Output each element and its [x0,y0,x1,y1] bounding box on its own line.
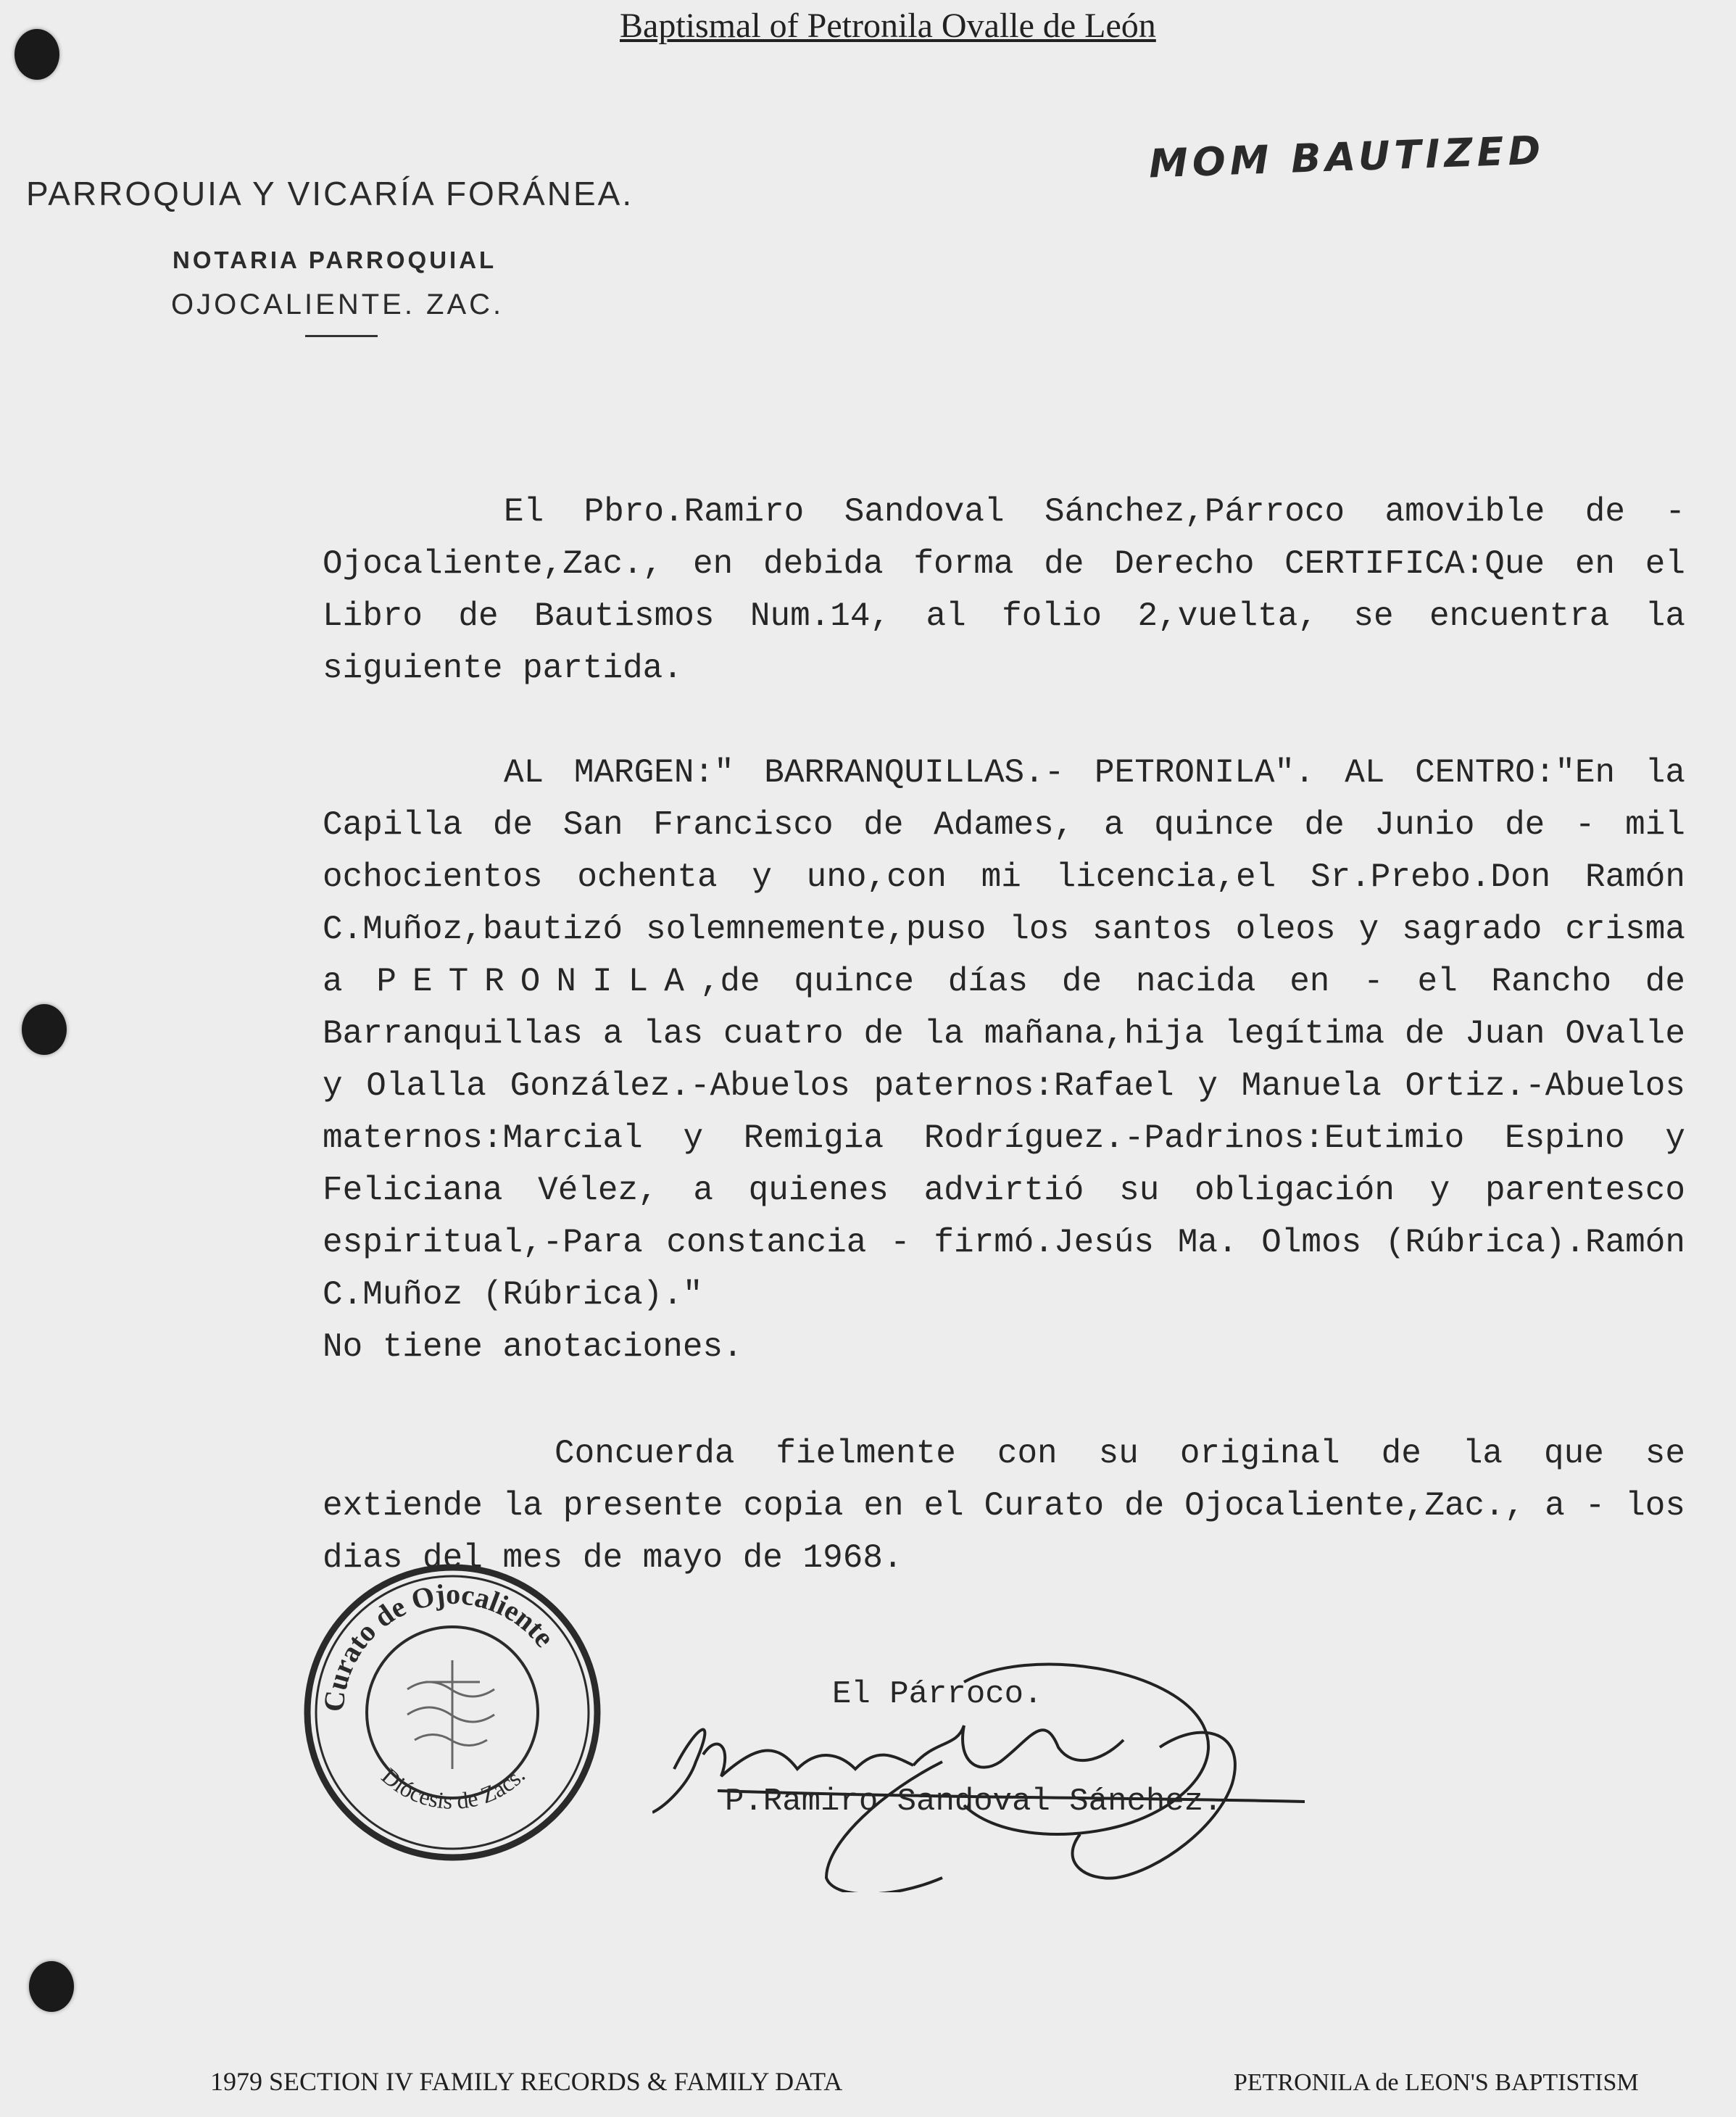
record-text-part1: AL MARGEN:" BARRANQUILLAS.- PETRONILA". AL CENTRO:"En la Capilla de San Francisco de Adames, a quince de Junio de - mil ochocientos ochenta y uno,con mi licencia,el Sr.Prebo.Don Ramón C.Muñoz,bautizó solemnemente,puso los santos oleos y sagrado crisma a [323,754,1685,1000]
footer-caption: PETRONILA de LEON'S BAPTISTISM [1234,2069,1639,2096]
binder-hole [14,29,59,80]
annotations-note: No tiene anotaciones. [323,1328,743,1366]
parish-seal [299,1559,607,1867]
baptism-record-paragraph [323,747,1685,1321]
page-title: Baptismal of Petronila Ovalle de León [620,7,1156,45]
binder-hole [22,1004,67,1055]
certification-paragraph: El Pbro.Ramiro Sandoval Sánchez,Párroco amovible de - Ojocaliente,Zac., en debida forma de Derecho CERTIFICA:Que en el Libro de Bautismos Num.14, al folio 2,vuelta, se encuentra la siguiente partida. [323,493,1685,687]
baptized-name: PETRONILA [376,963,700,1000]
seal-bottom-text: Diócesis de Zacs. [376,1762,531,1814]
footer-section: 1979 SECTION IV FAMILY RECORDS & FAMILY DATA [210,2067,843,2096]
signature-label: El Párroco. [832,1676,1043,1712]
letterhead-notary: NOTARIA PARROQUIAL [173,246,497,273]
concordance-paragraph: Concuerda fielmente con su original de la que se extiende la presente copia en el Curato de Ojocaliente,Zac., a - los dias del mes de mayo de 1968. [323,1435,1685,1577]
record-text-part2: ,de quince días de nacida en - el Rancho de Barranquillas a las cuatro de la mañana,hija legítima de Juan Ovalle y Olalla González.-Abuelos paternos:Rafael y Manuela Ortiz.-Abuelos maternos:Marcial y Remigia Rodríguez.-Padrinos:Eutimio Espino y Feliciana Vélez, a quienes advirtió su obligación y parentesco espiritual,-Para constancia - firmó.Jesús Ma. Olmos (Rúbrica).Ramón C.Muñoz (Rúbrica)." [323,963,1686,1314]
letterhead-city: OJOCALIENTE. ZAC. [171,289,504,320]
signature-block [652,1660,1341,1892]
letterhead-rule [305,335,378,337]
seal-top-text: Curato de Ojocaliente [317,1577,562,1713]
letterhead-parish: PARROQUIA Y VICARÍA FORÁNEA. [26,175,634,212]
seal-emblem-icon [407,1660,494,1769]
signatory-name: P.Ramiro Sandoval Sánchez. [725,1784,1223,1820]
certificate-body [323,486,1685,1584]
binder-hole [29,1961,74,2012]
handwritten-note: MOM BAUTIZED [1148,127,1546,187]
